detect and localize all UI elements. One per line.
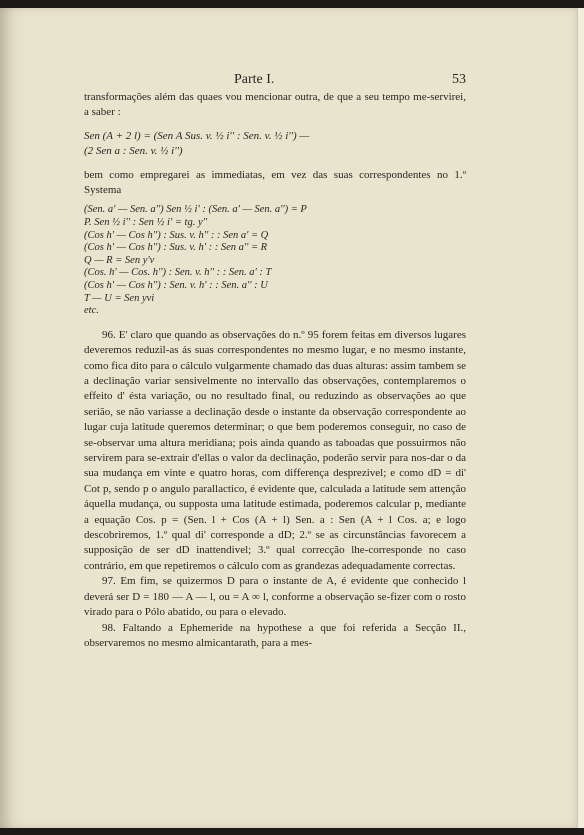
system-line: (Cos h' — Cos h'') : Sus. v. h'' : : Sen a' = Q	[84, 229, 269, 241]
section-96: 96. E' claro que quando as observações do n.º 95 forem feitas em diversos lugares deveremos reduzil-as ás suas correspondentes no mesmo lugar, e no mesmo instante, como fica dito para o cálculo vulgarmente chamado das duas alturas: assim tambem se a declinação variar sensivelmente no intervallo das observações, contemplaremos o effeito d' ésta variação, ou no resultado final, ou reduzindo as observações ao que serião, se não variasse a declinação desde o instante da observação correspondente ao lugar cuja latitude queremos determinar; o que bem poderemos conseguir, no caso de se-observar uma altura meridiana; pois ainda quando as taboadas que possuirmos não servirem para se-extrair d'ellas o valor da declinação, poderão servir para nos-dar o da sua mudança em vinte e quatro horas, com differença desprezivel; e como dD = di' Cot p, sendo p o angulo parallactico, é evidente que, calculada a latitude sem attenção áquella mudança, ou supposta uma latitude estimada, poderemos calcular p, mediante a equação Cos. p = (Sen. l + Cos (A + l) Sen. a : Sen (A + l Cos. a; e logo descobriremos, 1.º qual di' corresponde a dD; 2.º se as circunstâncias favorecem a supposição de ser dD inattendivel; 3.º qual correcção lhe-corresponde no caso contrário, em que repetiremos o cálculo com as grandezas adequadamente correctas.	[84, 328, 466, 572]
page-number: 53	[452, 72, 466, 87]
formula-block	[84, 129, 466, 160]
system-line: (Cos. h' — Cos. h'') : Sen. v. h'' : : Sen. a' : T	[84, 267, 272, 279]
system-line: (Cos h' — Cos h'') : Sen. v. h' : : Sen. a'' : U	[84, 280, 268, 291]
section-97: 97. Em fim, se quizermos D para o instante de A, é evidente que conhecido l deverá ser D = 180 — A — l, ou = A ∞ l, conforme a observação se-fizer com o rosto virado para o Pólo abatido, ou para o elevado.	[84, 575, 466, 619]
running-title: Parte I.	[234, 72, 275, 87]
equation-system	[84, 204, 466, 317]
formula-line: (2 Sen a : Sen. v. ½ i'')	[84, 145, 183, 158]
system-line: P. Sen ½ i'' : Sen ½ i' = tg. y''	[84, 217, 208, 229]
section-98: 98. Faltando a Ephemeride na hypothese a que foi referida a Secção II., observaremos no mesmo almicantarath, para a mes-	[84, 621, 466, 649]
page-edge	[577, 8, 584, 828]
system-line: etc.	[84, 305, 99, 317]
system-line: T — U = Sen yvi	[84, 292, 155, 304]
formula-line: Sen (A + 2 l) = (Sen A Sus. v. ½ i'' : Sen. v. ½ i'') —	[84, 129, 310, 142]
running-header	[84, 60, 466, 87]
bem-paragraph: bem como empregarei as immediatas, em vez das suas correspondentes no 1.º Systema	[84, 168, 466, 197]
intro-paragraph: transformações além das quaes vou mencionar outra, de que a seu tempo me-servirei, a saber :	[84, 91, 466, 119]
system-line: Q — R = Sen y'v	[84, 254, 155, 266]
page-text	[84, 60, 466, 651]
system-line: (Sen. a' — Sen. a'') Sen ½ i' : (Sen. a' — Sen. a'') = P	[84, 204, 307, 216]
system-line: (Cos h' — Cos h'') : Sus. v. h' : : Sen a'' = R	[84, 242, 268, 254]
